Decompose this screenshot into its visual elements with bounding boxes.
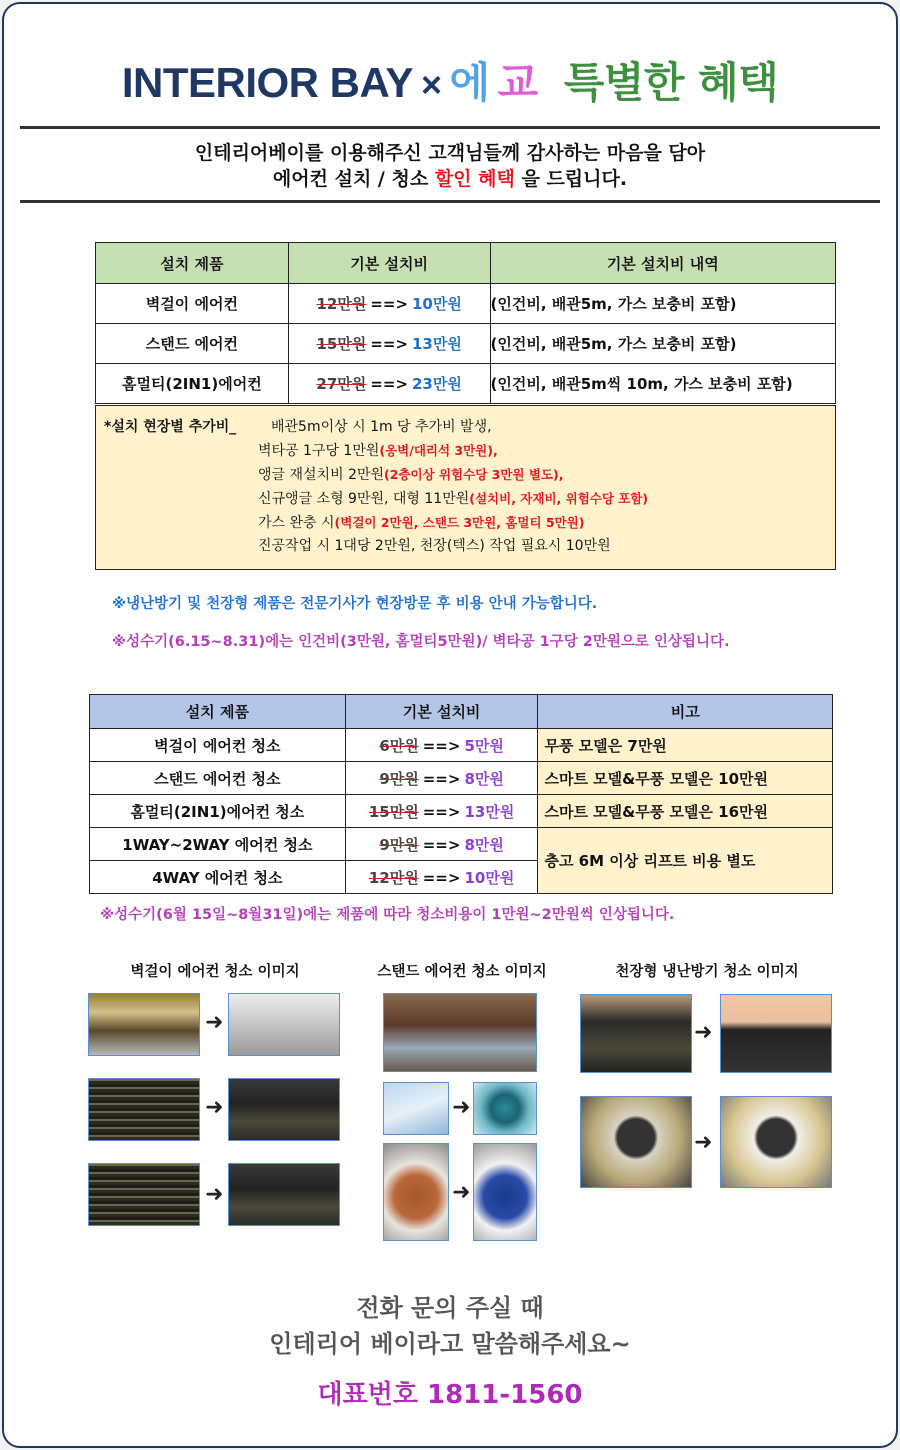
arrow-icon: ➜	[205, 1010, 224, 1035]
price-cell	[345, 828, 538, 861]
arrow-icon: ➜	[205, 1182, 224, 1207]
memo-cell: 스마트 모델&무풍 모델은 10만원	[538, 762, 833, 795]
arrow-icon: ➜	[694, 1130, 713, 1155]
wall-after-photo-2	[228, 1078, 340, 1141]
table-header-row	[90, 695, 833, 729]
table-row	[90, 729, 833, 762]
product-cell: 벽걸이 에어컨 청소	[90, 729, 346, 762]
times-sign: ×	[421, 64, 442, 105]
old-price: 12만원	[368, 868, 419, 887]
wall-before-photo-1	[88, 993, 200, 1056]
extra-cost-box	[95, 405, 836, 570]
cleaning-note: ※성수기(6월 15일~8월31일)에는 제품에 따라 청소비용이 1만원~2만원씩 인상됩니다.	[100, 907, 675, 923]
col-header-product: 설치 제품	[96, 243, 289, 284]
price-arrow: ==>	[422, 769, 461, 788]
product-cell: 홈멀티(2IN1)에어컨 청소	[90, 795, 346, 828]
table-row	[90, 762, 833, 795]
price-arrow: ==>	[422, 868, 461, 887]
price-cell	[345, 795, 538, 828]
new-price: 10만원	[411, 295, 462, 313]
old-price: 9만원	[379, 835, 419, 854]
footer-line-2: 인테리어 베이라고 말씀해주세요~	[269, 1330, 631, 1358]
product-cell: 홈멀티(2IN1)에어컨	[96, 364, 289, 404]
stand-after-photo-2	[473, 1143, 537, 1241]
price-cell	[345, 762, 538, 795]
extra-line-1: 배관5m이상 시 1m 당 추가비 발생,	[271, 419, 492, 435]
old-price: 6만원	[379, 736, 419, 755]
stand-before-photo-1	[383, 1082, 449, 1135]
ceiling-before-photo-2	[580, 1096, 692, 1188]
wall-before-photo-2	[88, 1078, 200, 1141]
arrow-icon: ➜	[452, 1180, 471, 1205]
extra-line-6: 진공작업 시 1대당 2만원, 천장(텍스) 작업 필요시 10만원	[258, 538, 611, 554]
extra-lines	[258, 439, 648, 558]
new-price: 5만원	[464, 736, 504, 755]
extra-line-2-text: 벽타공 1구당 1만원	[258, 443, 380, 459]
new-price: 23만원	[411, 375, 462, 393]
old-price: 12만원	[316, 295, 367, 313]
extra-line-4-text: 신규앵글 소형 9만원, 대형 11만원	[258, 491, 470, 507]
new-price: 13만원	[464, 802, 515, 821]
memo-cell: 스마트 모델&무풍 모델은 16만원	[538, 795, 833, 828]
product-cell: 벽걸이 에어컨	[96, 284, 289, 324]
page-title	[0, 50, 900, 110]
price-arrow: ==>	[422, 802, 461, 821]
table-row	[96, 284, 836, 324]
memo-cell-merged: 층고 6M 이상 리프트 비용 별도	[538, 828, 833, 894]
old-price: 9만원	[379, 769, 419, 788]
price-arrow: ==>	[422, 835, 461, 854]
price-cell	[345, 729, 538, 762]
new-price: 13만원	[411, 335, 462, 353]
caption-wall: 벽걸이 에어컨 청소 이미지	[130, 964, 300, 980]
intro-line-2-pre: 에어컨 설치 / 청소	[272, 168, 435, 190]
arrow-icon: ➜	[694, 1020, 713, 1045]
old-price: 15만원	[316, 335, 367, 353]
extra-cost-heading: *설치 현장별 추가비_	[104, 419, 237, 435]
special-benefit: 특별한 혜택	[563, 58, 779, 107]
wall-after-photo-3	[228, 1163, 340, 1226]
extra-line-3-red: (2층이상 위험수당 3만원 별도),	[384, 467, 564, 482]
product-cell: 4WAY 에어컨 청소	[90, 861, 346, 894]
price-cell	[288, 364, 490, 404]
install-note-2: ※성수기(6.15~8.31)에는 인건비(3만원, 홈멀티5만원)/ 벽타공 1구당 2만원으로 인상됩니다.	[112, 634, 730, 650]
phone-number: 대표번호 1811-1560	[317, 1380, 583, 1410]
memo-cell: 무풍 모델은 7만원	[538, 729, 833, 762]
extra-line-5-red: (벽걸이 2만원, 스탠드 3만원, 홈멀티 5만원)	[334, 515, 585, 530]
wall-before-photo-3	[88, 1163, 200, 1226]
stand-before-photo-2	[383, 1143, 449, 1241]
stand-after-photo-1	[473, 1082, 537, 1135]
price-arrow: ==>	[422, 736, 461, 755]
price-arrow: ==>	[370, 375, 408, 393]
extra-line-3-text: 앵글 재설치비 2만원	[258, 467, 384, 483]
table-row	[90, 828, 833, 861]
intro-text	[0, 140, 900, 192]
caption-stand: 스탠드 에어컨 청소 이미지	[377, 964, 547, 980]
new-price: 10만원	[464, 868, 515, 887]
col-header-memo: 비고	[538, 695, 833, 729]
intro-line-1: 인테리어베이를 이용해주신 고객님들께 감사하는 마음을 담아	[194, 142, 706, 164]
table-row	[96, 324, 836, 364]
footer-line-1: 전화 문의 주실 때	[356, 1294, 544, 1322]
col-header-price: 기본 설치비	[345, 695, 538, 729]
extra-line-5-text: 가스 완충 시	[258, 515, 335, 531]
arrow-icon: ➜	[452, 1095, 471, 1120]
install-note-1: ※냉난방기 및 천장형 제품은 전문기사가 현장방문 후 비용 안내 가능합니다.	[112, 596, 598, 612]
extra-line-2-red: (옹벽/대리석 3만원),	[379, 443, 498, 458]
partner-char-2: 교	[497, 58, 538, 107]
detail-cell: (인건비, 배관5m, 가스 보충비 포함)	[490, 324, 835, 364]
product-cell: 스탠드 에어컨 청소	[90, 762, 346, 795]
arrow-icon: ➜	[205, 1095, 224, 1120]
price-cell	[288, 284, 490, 324]
extra-line-3	[258, 463, 648, 487]
stand-parts-photo	[383, 993, 537, 1072]
extra-line-4	[258, 487, 648, 511]
cleaning-price-table	[89, 694, 833, 894]
product-cell: 1WAY~2WAY 에어컨 청소	[90, 828, 346, 861]
divider-top	[20, 126, 880, 129]
wall-after-photo-1	[228, 993, 340, 1056]
detail-cell: (인건비, 배관5m, 가스 보충비 포함)	[490, 284, 835, 324]
price-cell	[288, 324, 490, 364]
old-price: 15만원	[368, 802, 419, 821]
new-price: 8만원	[464, 769, 504, 788]
extra-line-5	[258, 511, 648, 535]
ceiling-before-photo-1	[580, 994, 692, 1073]
extra-line-2	[258, 439, 648, 463]
brand-name: INTERIOR BAY	[121, 59, 413, 106]
divider-bottom	[20, 200, 880, 203]
price-arrow: ==>	[370, 335, 408, 353]
price-cell	[345, 861, 538, 894]
detail-cell: (인건비, 배관5m씩 10m, 가스 보충비 포함)	[490, 364, 835, 404]
partner-char-1: 에	[449, 58, 490, 107]
table-row	[96, 364, 836, 404]
table-header-row	[96, 243, 836, 284]
table-row	[90, 795, 833, 828]
col-header-detail: 기본 설치비 내역	[490, 243, 835, 284]
intro-line-2	[0, 166, 900, 192]
new-price: 8만원	[464, 835, 504, 854]
ceiling-after-photo-2	[720, 1096, 832, 1188]
install-price-table	[95, 242, 836, 404]
product-cell: 스탠드 에어컨	[96, 324, 289, 364]
intro-discount: 할인 혜택	[434, 168, 515, 190]
extra-line-4-red: (설치비, 자재비, 위험수당 포함)	[469, 491, 649, 506]
price-arrow: ==>	[370, 295, 408, 313]
col-header-product: 설치 제품	[90, 695, 346, 729]
intro-line-2-post: 을 드립니다.	[514, 168, 628, 190]
caption-ceiling: 천장형 냉난방기 청소 이미지	[615, 964, 799, 980]
ceiling-after-photo-1	[720, 994, 832, 1073]
col-header-price: 기본 설치비	[288, 243, 490, 284]
old-price: 27만원	[316, 375, 367, 393]
